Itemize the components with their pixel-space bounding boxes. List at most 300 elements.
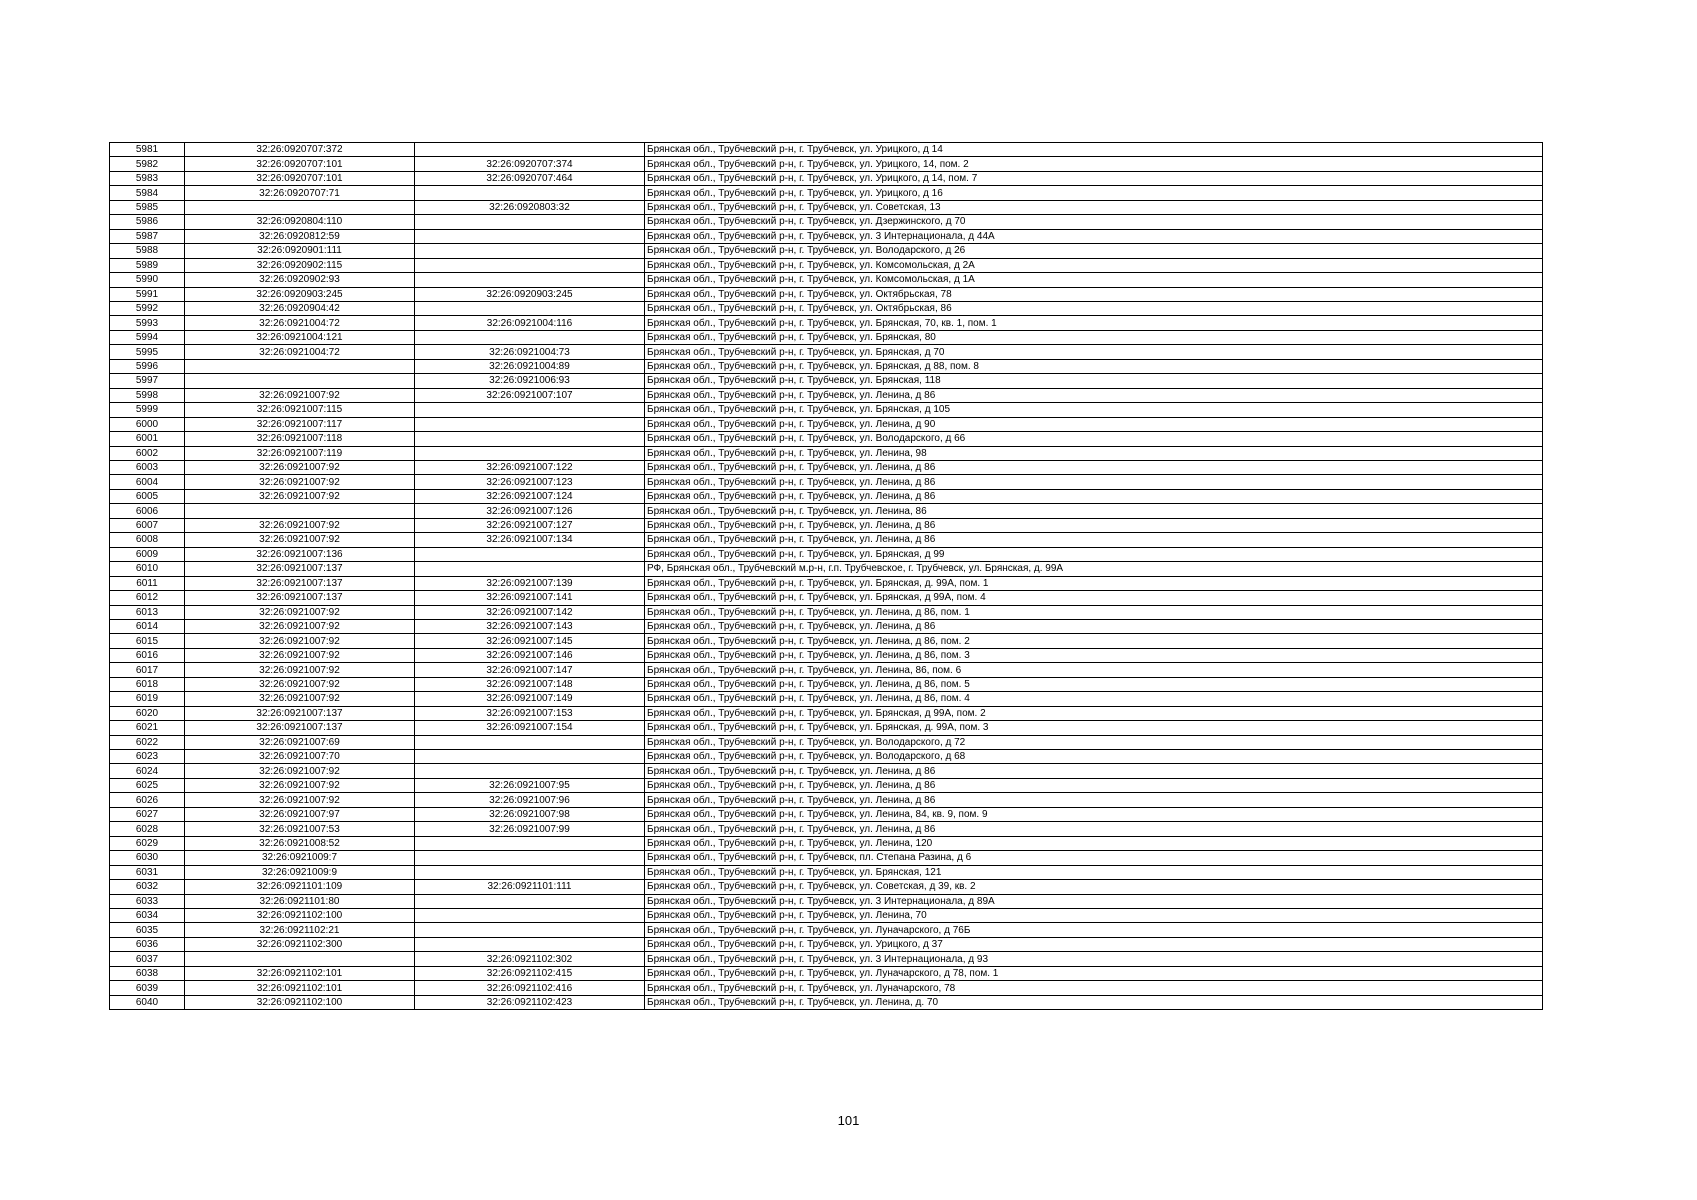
related-cadastral-number-cell <box>415 186 645 200</box>
address-cell: Брянская обл., Трубчевский р-н, г. Трубчевск, ул. Ленина, д 86 <box>645 793 1543 807</box>
address-cell: Брянская обл., Трубчевский р-н, г. Трубчевск, ул. 3 Интернационала, д 93 <box>645 952 1543 966</box>
related-cadastral-number-cell: 32:26:0921102:302 <box>415 952 645 966</box>
table-row <box>110 880 1543 894</box>
table-row <box>110 619 1543 633</box>
address-cell: Брянская обл., Трубчевский р-н, г. Трубчевск, ул. Ленина, д 86 <box>645 533 1543 547</box>
row-number-cell: 6008 <box>110 533 185 547</box>
related-cadastral-number-cell: 32:26:0921102:415 <box>415 966 645 980</box>
related-cadastral-number-cell: 32:26:0921007:124 <box>415 489 645 503</box>
table-row <box>110 851 1543 865</box>
table-row <box>110 157 1543 171</box>
table-row <box>110 432 1543 446</box>
cadastral-number-cell: 32:26:0920812:59 <box>185 229 415 243</box>
cadastral-number-cell: 32:26:0921004:72 <box>185 345 415 359</box>
row-number-cell: 6029 <box>110 836 185 850</box>
related-cadastral-number-cell <box>415 301 645 315</box>
related-cadastral-number-cell <box>415 244 645 258</box>
related-cadastral-number-cell: 32:26:0920707:464 <box>415 171 645 185</box>
table-row <box>110 301 1543 315</box>
row-number-cell: 5986 <box>110 215 185 229</box>
cadastral-number-cell <box>185 359 415 373</box>
table-row <box>110 489 1543 503</box>
row-number-cell: 6028 <box>110 822 185 836</box>
related-cadastral-number-cell <box>415 894 645 908</box>
related-cadastral-number-cell: 32:26:0921006:93 <box>415 374 645 388</box>
cadastral-number-cell: 32:26:0921007:92 <box>185 648 415 662</box>
table-row <box>110 807 1543 821</box>
table-row <box>110 345 1543 359</box>
table-row <box>110 359 1543 373</box>
cadastral-number-cell: 32:26:0920903:245 <box>185 287 415 301</box>
table-row <box>110 894 1543 908</box>
related-cadastral-number-cell: 32:26:0921007:143 <box>415 619 645 633</box>
table-row <box>110 388 1543 402</box>
address-cell: Брянская обл., Трубчевский р-н, г. Трубчевск, ул. Урицкого, д 14 <box>645 143 1543 157</box>
row-number-cell: 5991 <box>110 287 185 301</box>
related-cadastral-number-cell: 32:26:0921101:111 <box>415 880 645 894</box>
cadastral-number-cell <box>185 504 415 518</box>
address-cell: Брянская обл., Трубчевский р-н, г. Трубчевск, ул. Брянская, 70, кв. 1, пом. 1 <box>645 316 1543 330</box>
row-number-cell: 5989 <box>110 258 185 272</box>
cadastral-number-cell: 32:26:0921008:52 <box>185 836 415 850</box>
related-cadastral-number-cell: 32:26:0921007:127 <box>415 518 645 532</box>
address-cell: Брянская обл., Трубчевский р-н, г. Трубчевск, ул. Ленина, д 86, пом. 2 <box>645 634 1543 648</box>
cadastral-number-cell: 32:26:0921007:92 <box>185 764 415 778</box>
cadastral-number-cell: 32:26:0921007:137 <box>185 576 415 590</box>
address-cell: Брянская обл., Трубчевский р-н, г. Трубчевск, ул. Брянская, 121 <box>645 865 1543 879</box>
cadastral-number-cell: 32:26:0921009:9 <box>185 865 415 879</box>
address-cell: Брянская обл., Трубчевский р-н, г. Трубчевск, ул. Брянская, д 105 <box>645 403 1543 417</box>
cadastral-number-cell: 32:26:0921007:92 <box>185 634 415 648</box>
related-cadastral-number-cell <box>415 547 645 561</box>
address-cell: Брянская обл., Трубчевский р-н, г. Трубчевск, ул. Ленина, 70 <box>645 909 1543 923</box>
related-cadastral-number-cell: 32:26:0920803:32 <box>415 200 645 214</box>
related-cadastral-number-cell <box>415 764 645 778</box>
address-cell: Брянская обл., Трубчевский р-н, г. Трубчевск, ул. Октябрьская, 86 <box>645 301 1543 315</box>
table-row <box>110 576 1543 590</box>
related-cadastral-number-cell <box>415 143 645 157</box>
cadastral-number-cell: 32:26:0920707:71 <box>185 186 415 200</box>
row-number-cell: 6013 <box>110 605 185 619</box>
related-cadastral-number-cell: 32:26:0921007:139 <box>415 576 645 590</box>
row-number-cell: 6033 <box>110 894 185 908</box>
table-row <box>110 591 1543 605</box>
row-number-cell: 6038 <box>110 966 185 980</box>
row-number-cell: 6004 <box>110 475 185 489</box>
row-number-cell: 6011 <box>110 576 185 590</box>
cadastral-number-cell: 32:26:0921004:72 <box>185 316 415 330</box>
cadastral-number-cell: 32:26:0921007:92 <box>185 475 415 489</box>
table-row <box>110 417 1543 431</box>
address-cell: Брянская обл., Трубчевский р-н, г. Трубчевск, ул. Луначарского, 78 <box>645 981 1543 995</box>
address-cell: Брянская обл., Трубчевский р-н, г. Трубчевск, ул. Ленина, д 86 <box>645 518 1543 532</box>
table-row <box>110 200 1543 214</box>
row-number-cell: 5985 <box>110 200 185 214</box>
related-cadastral-number-cell <box>415 403 645 417</box>
table-row <box>110 706 1543 720</box>
cadastral-number-cell: 32:26:0921007:119 <box>185 446 415 460</box>
row-number-cell: 6007 <box>110 518 185 532</box>
table-row <box>110 937 1543 951</box>
address-cell: Брянская обл., Трубчевский р-н, г. Трубчевск, ул. Брянская, 118 <box>645 374 1543 388</box>
row-number-cell: 6010 <box>110 562 185 576</box>
address-cell: Брянская обл., Трубчевский р-н, г. Трубчевск, ул. Володарского, д 72 <box>645 735 1543 749</box>
address-cell: Брянская обл., Трубчевский р-н, г. Трубчевск, ул. Ленина, д 86, пом. 1 <box>645 605 1543 619</box>
table-row <box>110 778 1543 792</box>
table-row <box>110 981 1543 995</box>
related-cadastral-number-cell <box>415 836 645 850</box>
row-number-cell: 5995 <box>110 345 185 359</box>
cadastral-number-cell: 32:26:0921007:92 <box>185 605 415 619</box>
address-cell: Брянская обл., Трубчевский р-н, г. Трубчевск, ул. Урицкого, д 37 <box>645 937 1543 951</box>
related-cadastral-number-cell: 32:26:0921007:96 <box>415 793 645 807</box>
related-cadastral-number-cell: 32:26:0921007:147 <box>415 663 645 677</box>
address-cell: Брянская обл., Трубчевский р-н, г. Трубчевск, ул. Урицкого, д 14, пом. 7 <box>645 171 1543 185</box>
address-cell: Брянская обл., Трубчевский р-н, г. Трубчевск, ул. Комсомольская, д 1А <box>645 273 1543 287</box>
address-cell: Брянская обл., Трубчевский р-н, г. Трубчевск, ул. Ленина, д 86 <box>645 460 1543 474</box>
related-cadastral-number-cell: 32:26:0921102:423 <box>415 995 645 1009</box>
row-number-cell: 6032 <box>110 880 185 894</box>
address-cell: Брянская обл., Трубчевский р-н, г. Трубчевск, ул. Комсомольская, д 2А <box>645 258 1543 272</box>
cadastral-number-cell: 32:26:0920707:101 <box>185 171 415 185</box>
table-row <box>110 374 1543 388</box>
address-cell: Брянская обл., Трубчевский р-н, г. Трубчевск, ул. Ленина, д 86 <box>645 489 1543 503</box>
related-cadastral-number-cell <box>415 562 645 576</box>
address-cell: Брянская обл., Трубчевский р-н, г. Трубчевск, пл. Степана Разина, д 6 <box>645 851 1543 865</box>
table-row <box>110 923 1543 937</box>
cadastral-number-cell: 32:26:0921009:7 <box>185 851 415 865</box>
row-number-cell: 6015 <box>110 634 185 648</box>
address-cell: Брянская обл., Трубчевский р-н, г. Трубчевск, ул. Володарского, д 26 <box>645 244 1543 258</box>
cadastral-number-cell: 32:26:0921101:80 <box>185 894 415 908</box>
cadastral-number-cell: 32:26:0920902:93 <box>185 273 415 287</box>
table-row <box>110 966 1543 980</box>
table-row <box>110 273 1543 287</box>
cadastral-number-cell: 32:26:0921007:53 <box>185 822 415 836</box>
row-number-cell: 6014 <box>110 619 185 633</box>
related-cadastral-number-cell: 32:26:0921007:126 <box>415 504 645 518</box>
row-number-cell: 6005 <box>110 489 185 503</box>
row-number-cell: 5987 <box>110 229 185 243</box>
related-cadastral-number-cell: 32:26:0921007:148 <box>415 677 645 691</box>
row-number-cell: 6020 <box>110 706 185 720</box>
table-row <box>110 605 1543 619</box>
address-cell: Брянская обл., Трубчевский р-н, г. Трубчевск, ул. Ленина, д 86, пом. 3 <box>645 648 1543 662</box>
related-cadastral-number-cell <box>415 417 645 431</box>
row-number-cell: 6031 <box>110 865 185 879</box>
row-number-cell: 5981 <box>110 143 185 157</box>
related-cadastral-number-cell: 32:26:0921007:149 <box>415 692 645 706</box>
related-cadastral-number-cell: 32:26:0921007:123 <box>415 475 645 489</box>
related-cadastral-number-cell <box>415 865 645 879</box>
address-cell: Брянская обл., Трубчевский р-н, г. Трубчевск, ул. Брянская, д 99А, пом. 4 <box>645 591 1543 605</box>
table-row <box>110 822 1543 836</box>
address-cell: Брянская обл., Трубчевский р-н, г. Трубчевск, ул. Ленина, д 86 <box>645 778 1543 792</box>
address-cell: Брянская обл., Трубчевский р-н, г. Трубчевск, ул. Советская, д 39, кв. 2 <box>645 880 1543 894</box>
table-row <box>110 836 1543 850</box>
table-row <box>110 663 1543 677</box>
related-cadastral-number-cell: 32:26:0920903:245 <box>415 287 645 301</box>
cadastral-number-cell: 32:26:0921007:92 <box>185 663 415 677</box>
table-row <box>110 533 1543 547</box>
table-row <box>110 952 1543 966</box>
related-cadastral-number-cell: 32:26:0921007:107 <box>415 388 645 402</box>
address-cell: Брянская обл., Трубчевский р-н, г. Трубчевск, ул. Урицкого, 14, пом. 2 <box>645 157 1543 171</box>
cadastral-number-cell: 32:26:0921007:137 <box>185 721 415 735</box>
table-row <box>110 446 1543 460</box>
related-cadastral-number-cell: 32:26:0921007:146 <box>415 648 645 662</box>
row-number-cell: 5996 <box>110 359 185 373</box>
row-number-cell: 6030 <box>110 851 185 865</box>
row-number-cell: 5983 <box>110 171 185 185</box>
address-cell: Брянская обл., Трубчевский р-н, г. Трубчевск, ул. Брянская, д 99А, пом. 2 <box>645 706 1543 720</box>
row-number-cell: 6026 <box>110 793 185 807</box>
related-cadastral-number-cell <box>415 735 645 749</box>
row-number-cell: 6001 <box>110 432 185 446</box>
address-cell: Брянская обл., Трубчевский р-н, г. Трубчевск, ул. Брянская, д 88, пом. 8 <box>645 359 1543 373</box>
cadastral-number-cell <box>185 374 415 388</box>
related-cadastral-number-cell: 32:26:0921007:142 <box>415 605 645 619</box>
related-cadastral-number-cell: 32:26:0921007:122 <box>415 460 645 474</box>
row-number-cell: 6009 <box>110 547 185 561</box>
cadastral-number-cell: 32:26:0921102:101 <box>185 966 415 980</box>
cadastral-number-cell: 32:26:0921102:100 <box>185 909 415 923</box>
table-row <box>110 403 1543 417</box>
row-number-cell: 5990 <box>110 273 185 287</box>
row-number-cell: 6017 <box>110 663 185 677</box>
address-cell: Брянская обл., Трубчевский р-н, г. Трубчевск, ул. Луначарского, д 76Б <box>645 923 1543 937</box>
address-cell: Брянская обл., Трубчевский р-н, г. Трубчевск, ул. Ленина, д 86 <box>645 619 1543 633</box>
related-cadastral-number-cell <box>415 215 645 229</box>
table-row <box>110 865 1543 879</box>
related-cadastral-number-cell: 32:26:0921007:153 <box>415 706 645 720</box>
row-number-cell: 6039 <box>110 981 185 995</box>
related-cadastral-number-cell <box>415 432 645 446</box>
page-number: 101 <box>837 1113 860 1128</box>
related-cadastral-number-cell: 32:26:0921007:145 <box>415 634 645 648</box>
address-cell: Брянская обл., Трубчевский р-н, г. Трубчевск, ул. Ленина, 84, кв. 9, пом. 9 <box>645 807 1543 821</box>
cadastral-number-cell: 32:26:0921007:97 <box>185 807 415 821</box>
row-number-cell: 6025 <box>110 778 185 792</box>
cadastral-number-cell: 32:26:0920804:110 <box>185 215 415 229</box>
cadastral-number-cell: 32:26:0920707:372 <box>185 143 415 157</box>
related-cadastral-number-cell <box>415 330 645 344</box>
address-cell: Брянская обл., Трубчевский р-н, г. Трубчевск, ул. Брянская, д 70 <box>645 345 1543 359</box>
table-row <box>110 460 1543 474</box>
cadastral-number-cell: 32:26:0921007:117 <box>185 417 415 431</box>
cadastral-number-cell: 32:26:0921007:92 <box>185 619 415 633</box>
related-cadastral-number-cell <box>415 258 645 272</box>
table-row <box>110 677 1543 691</box>
cadastral-number-cell <box>185 200 415 214</box>
table-row <box>110 258 1543 272</box>
row-number-cell: 5988 <box>110 244 185 258</box>
related-cadastral-number-cell: 32:26:0921007:141 <box>415 591 645 605</box>
table-row <box>110 244 1543 258</box>
table-row <box>110 316 1543 330</box>
table-row <box>110 475 1543 489</box>
related-cadastral-number-cell: 32:26:0921004:89 <box>415 359 645 373</box>
table-row <box>110 547 1543 561</box>
row-number-cell: 6000 <box>110 417 185 431</box>
address-cell: Брянская обл., Трубчевский р-н, г. Трубчевск, ул. Ленина, 120 <box>645 836 1543 850</box>
cadastral-number-cell: 32:26:0921007:92 <box>185 793 415 807</box>
cadastral-number-cell: 32:26:0921007:92 <box>185 533 415 547</box>
address-cell: Брянская обл., Трубчевский р-н, г. Трубчевск, ул. Дзержинского, д 70 <box>645 215 1543 229</box>
cadastral-number-cell: 32:26:0921007:137 <box>185 706 415 720</box>
row-number-cell: 6012 <box>110 591 185 605</box>
cadastral-number-cell: 32:26:0921007:92 <box>185 489 415 503</box>
address-cell: Брянская обл., Трубчевский р-н, г. Трубчевск, ул. Ленина, д 86 <box>645 475 1543 489</box>
row-number-cell: 5993 <box>110 316 185 330</box>
address-cell: Брянская обл., Трубчевский р-н, г. Трубчевск, ул. Ленина, 86, пом. 6 <box>645 663 1543 677</box>
cadastral-number-cell: 32:26:0920902:115 <box>185 258 415 272</box>
cadastral-number-cell: 32:26:0921102:101 <box>185 981 415 995</box>
row-number-cell: 6027 <box>110 807 185 821</box>
row-number-cell: 6023 <box>110 750 185 764</box>
table-row <box>110 330 1543 344</box>
address-cell: Брянская обл., Трубчевский р-н, г. Трубчевск, ул. Ленина, д 86 <box>645 822 1543 836</box>
related-cadastral-number-cell: 32:26:0921007:99 <box>415 822 645 836</box>
table-row <box>110 909 1543 923</box>
table-row <box>110 287 1543 301</box>
cadastral-number-cell: 32:26:0921007:136 <box>185 547 415 561</box>
table-row <box>110 143 1543 157</box>
address-cell: Брянская обл., Трубчевский р-н, г. Трубчевск, ул. Ленина, 98 <box>645 446 1543 460</box>
related-cadastral-number-cell: 32:26:0921007:98 <box>415 807 645 821</box>
related-cadastral-number-cell <box>415 273 645 287</box>
row-number-cell: 5982 <box>110 157 185 171</box>
address-cell: Брянская обл., Трубчевский р-н, г. Трубчевск, ул. Ленина, д 86, пом. 5 <box>645 677 1543 691</box>
address-cell: Брянская обл., Трубчевский р-н, г. Трубчевск, ул. 3 Интернационала, д 89А <box>645 894 1543 908</box>
row-number-cell: 5984 <box>110 186 185 200</box>
cadastral-number-cell: 32:26:0921007:92 <box>185 778 415 792</box>
related-cadastral-number-cell <box>415 229 645 243</box>
row-number-cell: 6024 <box>110 764 185 778</box>
related-cadastral-number-cell: 32:26:0921004:116 <box>415 316 645 330</box>
table-body <box>110 143 1543 1010</box>
address-cell: Брянская обл., Трубчевский р-н, г. Трубчевск, ул. Брянская, д. 99А, пом. 1 <box>645 576 1543 590</box>
table-row <box>110 648 1543 662</box>
related-cadastral-number-cell: 32:26:0921007:95 <box>415 778 645 792</box>
row-number-cell: 5999 <box>110 403 185 417</box>
cadastral-number-cell <box>185 952 415 966</box>
related-cadastral-number-cell <box>415 750 645 764</box>
address-cell: Брянская обл., Трубчевский р-н, г. Трубчевск, ул. Ленина, д 86 <box>645 388 1543 402</box>
cadastral-number-cell: 32:26:0921007:92 <box>185 388 415 402</box>
table-row <box>110 171 1543 185</box>
address-cell: Брянская обл., Трубчевский р-н, г. Трубчевск, ул. 3 Интернационала, д 44А <box>645 229 1543 243</box>
table-row <box>110 504 1543 518</box>
row-number-cell: 6003 <box>110 460 185 474</box>
cadastral-number-cell: 32:26:0921007:70 <box>185 750 415 764</box>
row-number-cell: 6037 <box>110 952 185 966</box>
address-cell: Брянская обл., Трубчевский р-н, г. Трубчевск, ул. Брянская, д 99 <box>645 547 1543 561</box>
table-row <box>110 735 1543 749</box>
row-number-cell: 5997 <box>110 374 185 388</box>
row-number-cell: 5994 <box>110 330 185 344</box>
table-row <box>110 215 1543 229</box>
table-row <box>110 229 1543 243</box>
table-row <box>110 186 1543 200</box>
cadastral-number-cell: 32:26:0921007:137 <box>185 562 415 576</box>
row-number-cell: 6034 <box>110 909 185 923</box>
table-row <box>110 793 1543 807</box>
related-cadastral-number-cell: 32:26:0921102:416 <box>415 981 645 995</box>
row-number-cell: 5992 <box>110 301 185 315</box>
cadastral-number-cell: 32:26:0921007:115 <box>185 403 415 417</box>
address-cell: Брянская обл., Трубчевский р-н, г. Трубчевск, ул. Ленина, д 86 <box>645 764 1543 778</box>
row-number-cell: 6035 <box>110 923 185 937</box>
address-cell: Брянская обл., Трубчевский р-н, г. Трубчевск, ул. Урицкого, д 16 <box>645 186 1543 200</box>
related-cadastral-number-cell <box>415 446 645 460</box>
table-row <box>110 562 1543 576</box>
related-cadastral-number-cell <box>415 909 645 923</box>
cadastral-number-cell: 32:26:0921007:69 <box>185 735 415 749</box>
cadastral-number-cell: 32:26:0921102:100 <box>185 995 415 1009</box>
row-number-cell: 5998 <box>110 388 185 402</box>
row-number-cell: 6019 <box>110 692 185 706</box>
address-cell: Брянская обл., Трубчевский р-н, г. Трубчевск, ул. Ленина, д 86, пом. 4 <box>645 692 1543 706</box>
address-cell: Брянская обл., Трубчевский р-н, г. Трубчевск, ул. Брянская, 80 <box>645 330 1543 344</box>
row-number-cell: 6040 <box>110 995 185 1009</box>
row-number-cell: 6018 <box>110 677 185 691</box>
cadastral-number-cell: 32:26:0921004:121 <box>185 330 415 344</box>
cadastral-number-cell: 32:26:0920707:101 <box>185 157 415 171</box>
address-cell: Брянская обл., Трубчевский р-н, г. Трубчевск, ул. Октябрьская, 78 <box>645 287 1543 301</box>
address-cell: Брянская обл., Трубчевский р-н, г. Трубчевск, ул. Советская, 13 <box>645 200 1543 214</box>
cadastral-number-cell: 32:26:0921007:92 <box>185 677 415 691</box>
related-cadastral-number-cell: 32:26:0921007:134 <box>415 533 645 547</box>
row-number-cell: 6021 <box>110 721 185 735</box>
cadastral-number-cell: 32:26:0920904:42 <box>185 301 415 315</box>
table-row <box>110 721 1543 735</box>
cadastral-number-cell: 32:26:0921102:21 <box>185 923 415 937</box>
cadastral-number-cell: 32:26:0921007:92 <box>185 692 415 706</box>
table-row <box>110 692 1543 706</box>
table-row <box>110 995 1543 1009</box>
address-cell: Брянская обл., Трубчевский р-н, г. Трубчевск, ул. Ленина, 86 <box>645 504 1543 518</box>
row-number-cell: 6022 <box>110 735 185 749</box>
cadastral-number-cell: 32:26:0920901:111 <box>185 244 415 258</box>
related-cadastral-number-cell <box>415 937 645 951</box>
related-cadastral-number-cell: 32:26:0920707:374 <box>415 157 645 171</box>
related-cadastral-number-cell <box>415 851 645 865</box>
address-cell: Брянская обл., Трубчевский р-н, г. Трубчевск, ул. Луначарского, д 78, пом. 1 <box>645 966 1543 980</box>
table-row <box>110 634 1543 648</box>
row-number-cell: 6036 <box>110 937 185 951</box>
cadastral-number-cell: 32:26:0921007:92 <box>185 518 415 532</box>
row-number-cell: 6016 <box>110 648 185 662</box>
related-cadastral-number-cell: 32:26:0921007:154 <box>415 721 645 735</box>
registry-table <box>109 142 1543 1010</box>
address-cell: Брянская обл., Трубчевский р-н, г. Трубчевск, ул. Володарского, д 68 <box>645 750 1543 764</box>
cadastral-number-cell: 32:26:0921007:92 <box>185 460 415 474</box>
table-row <box>110 518 1543 532</box>
table-row <box>110 764 1543 778</box>
address-cell: Брянская обл., Трубчевский р-н, г. Трубчевск, ул. Володарского, д 66 <box>645 432 1543 446</box>
cadastral-number-cell: 32:26:0921007:137 <box>185 591 415 605</box>
related-cadastral-number-cell <box>415 923 645 937</box>
cadastral-number-cell: 32:26:0921007:118 <box>185 432 415 446</box>
row-number-cell: 6002 <box>110 446 185 460</box>
row-number-cell: 6006 <box>110 504 185 518</box>
cadastral-number-cell: 32:26:0921101:109 <box>185 880 415 894</box>
cadastral-number-cell: 32:26:0921102:300 <box>185 937 415 951</box>
address-cell: Брянская обл., Трубчевский р-н, г. Трубчевск, ул. Брянская, д. 99А, пом. 3 <box>645 721 1543 735</box>
related-cadastral-number-cell: 32:26:0921004:73 <box>415 345 645 359</box>
address-cell: Брянская обл., Трубчевский р-н, г. Трубчевск, ул. Ленина, д. 70 <box>645 995 1543 1009</box>
